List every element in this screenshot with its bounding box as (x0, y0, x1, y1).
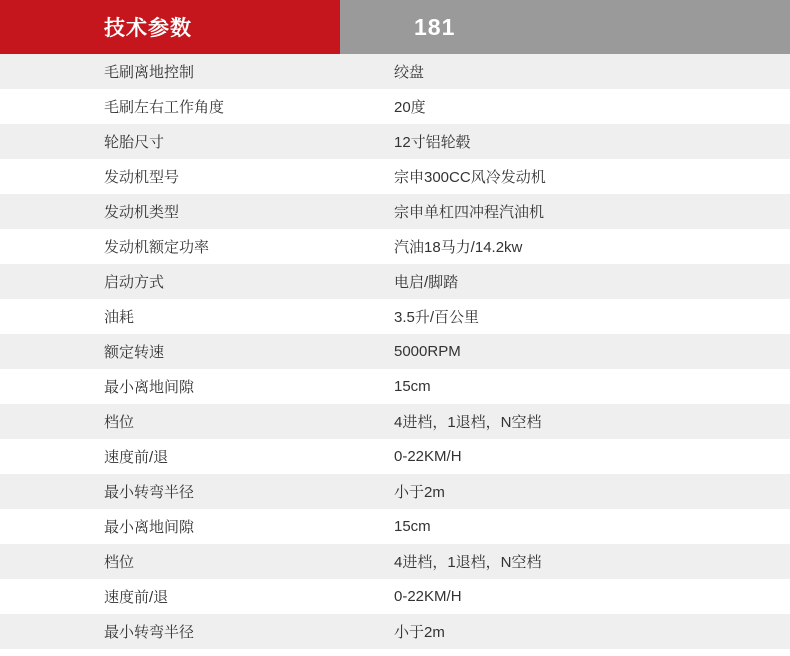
table-row (0, 124, 790, 159)
table-row (0, 54, 790, 89)
spec-label: 发动机型号 (0, 159, 340, 194)
spec-value: 4进档，1退档，N空档 (340, 404, 790, 439)
spec-value: 3.5升/百公里 (340, 299, 790, 334)
table-row (0, 579, 790, 614)
spec-value: 15cm (340, 509, 790, 544)
table-row (0, 369, 790, 404)
spec-table-body (0, 54, 790, 649)
spec-value: 小于2m (340, 474, 790, 509)
table-row (0, 159, 790, 194)
spec-label: 发动机额定功率 (0, 229, 340, 264)
spec-value: 5000RPM (340, 334, 790, 369)
spec-label: 最小转弯半径 (0, 614, 340, 649)
spec-value: 4进档，1退档，N空档 (340, 544, 790, 579)
table-row (0, 299, 790, 334)
spec-value: 0-22KM/H (340, 439, 790, 474)
table-row (0, 614, 790, 649)
table-row (0, 544, 790, 579)
spec-label: 速度前/退 (0, 439, 340, 474)
spec-label: 最小离地间隙 (0, 509, 340, 544)
spec-value: 20度 (340, 89, 790, 124)
table-row (0, 474, 790, 509)
table-row (0, 89, 790, 124)
spec-label: 轮胎尺寸 (0, 124, 340, 159)
spec-value: 宗申300CC风冷发动机 (340, 159, 790, 194)
table-row (0, 404, 790, 439)
spec-table-head (0, 0, 790, 54)
spec-label: 发动机类型 (0, 194, 340, 229)
table-row (0, 334, 790, 369)
spec-value: 小于2m (340, 614, 790, 649)
header-label-cell: 技术参数 (0, 0, 340, 54)
table-row (0, 194, 790, 229)
spec-value: 汽油18马力/14.2kw (340, 229, 790, 264)
spec-value: 12寸铝轮毂 (340, 124, 790, 159)
table-row (0, 439, 790, 474)
header-value-cell: 181 (340, 0, 790, 54)
spec-label: 毛刷左右工作角度 (0, 89, 340, 124)
table-row (0, 509, 790, 544)
spec-value: 绞盘 (340, 54, 790, 89)
spec-label: 额定转速 (0, 334, 340, 369)
spec-value: 电启/脚踏 (340, 264, 790, 299)
spec-value: 宗申单杠四冲程汽油机 (340, 194, 790, 229)
spec-label: 毛刷离地控制 (0, 54, 340, 89)
spec-label: 启动方式 (0, 264, 340, 299)
spec-label: 最小离地间隙 (0, 369, 340, 404)
spec-label: 档位 (0, 544, 340, 579)
spec-value: 15cm (340, 369, 790, 404)
table-header-row (0, 0, 790, 54)
table-row (0, 229, 790, 264)
table-row (0, 264, 790, 299)
spec-label: 档位 (0, 404, 340, 439)
spec-label: 油耗 (0, 299, 340, 334)
spec-label: 最小转弯半径 (0, 474, 340, 509)
spec-label: 速度前/退 (0, 579, 340, 614)
spec-value: 0-22KM/H (340, 579, 790, 614)
